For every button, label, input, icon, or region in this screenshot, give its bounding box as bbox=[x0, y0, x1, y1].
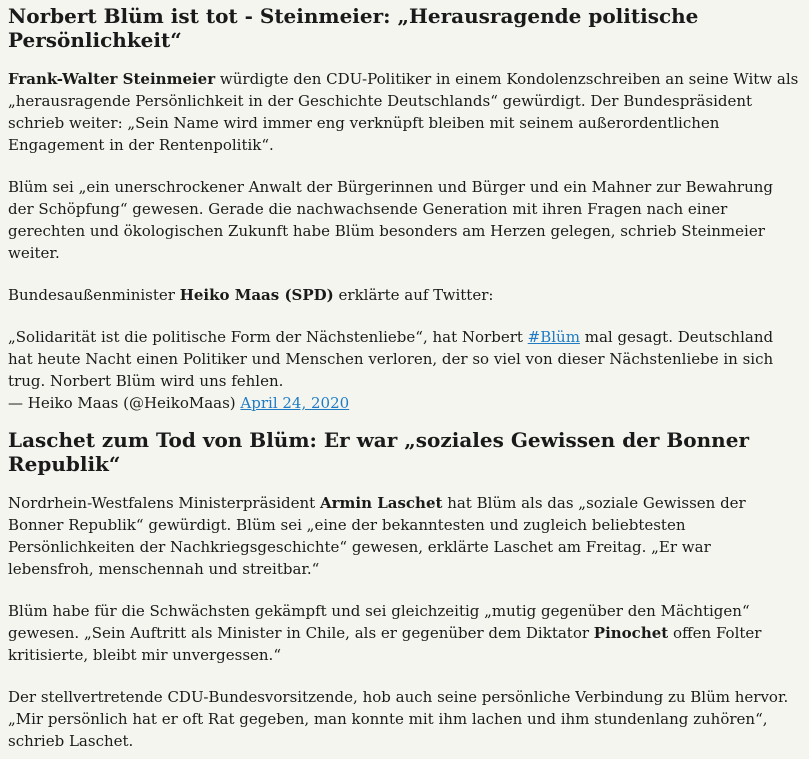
paragraph-steinmeier-quote: Blüm sei „ein unerschrockener Anwalt der Bürgerinnen und Bürger und ein Mahner zur Bewahrung der Schöpfung“ gewesen. Gerade die nachwachsende Generation mit ihren Fragen nach einer gerechten und ökologischen Zukunft habe Blüm besonders am Herzen gelegen, schrieb Steinmeier weiter. bbox=[8, 178, 774, 262]
paragraph-laschet-chile: Blüm habe für die Schwächsten gekämpft und sei gleichzeitig „mutig gegenüber den Mächtigen“ gewesen. „Sein Auftritt als Minister in Chile, als er gegenüber dem Diktator Pinochet offen Folter kritisierte, bleibt mir unvergessen.“ bbox=[8, 602, 762, 664]
embedded-tweet bbox=[8, 326, 801, 414]
tweet-date-link[interactable]: April 24, 2020 bbox=[240, 394, 350, 412]
paragraph-maas-intro: Bundesaußenminister Heiko Maas (SPD) erklärte auf Twitter: bbox=[8, 286, 494, 304]
paragraph-laschet-tribute: Nordrhein-Westfalens Ministerpräsident Armin Laschet hat Blüm als das „soziale Gewissen der Bonner Republik“ gewürdigt. Blüm sei „eine der bekanntesten und zugleich beliebtesten Persönlichkeiten der Nachkriegsgeschichte“ gewesen, erklärte Laschet am Freitag. „Er war lebensfroh, menschennah und streitbar.“ bbox=[8, 494, 746, 578]
person-name-steinmeier: Frank-Walter Steinmeier bbox=[8, 70, 216, 88]
section-heading-steinmeier: Norbert Blüm ist tot - Steinmeier: „Herausragende politische Persönlichkeit“ bbox=[8, 4, 699, 52]
hashtag-link[interactable]: #Blüm bbox=[527, 328, 580, 346]
tweet-signature: — Heiko Maas (@HeikoMaas) April 24, 2020 bbox=[8, 394, 350, 412]
tweet-text: „Solidarität ist die politische Form der Nächstenliebe“, hat Norbert #Blüm mal gesagt. Deutschland hat heute Nacht einen Politiker und Menschen verloren, der so viel von dieser Nächstenliebe in sich trug. Norbert Blüm wird uns fehlen. bbox=[8, 328, 774, 390]
paragraph-laschet-personal: Der stellvertretende CDU-Bundesvorsitzende, hob auch seine persönliche Verbindung zu Blüm hervor. „Mir persönlich hat er oft Rat gegeben, man konnte mit ihm lachen und ihm stundenlang zuhören“, schrieb Laschet. bbox=[8, 688, 789, 750]
section-heading-laschet: Laschet zum Tod von Blüm: Er war „soziales Gewissen der Bonner Republik“ bbox=[8, 428, 749, 476]
paragraph-steinmeier-condolence: Frank-Walter Steinmeier würdigte den CDU-Politiker in einem Kondolenzschreiben an seine Witw als „herausragende Persönlichkeit in der Geschichte Deutschlands“ gewürdigt. Der Bundespräsident schrieb weiter: „Sein Name wird immer eng verknüpft bleiben mit seinem außerordentlichen Engagement in der Rentenpolitik“. bbox=[8, 70, 799, 154]
person-name-maas: Heiko Maas (SPD) bbox=[179, 286, 334, 304]
person-name-pinochet: Pinochet bbox=[593, 624, 669, 642]
person-name-laschet: Armin Laschet bbox=[319, 494, 443, 512]
